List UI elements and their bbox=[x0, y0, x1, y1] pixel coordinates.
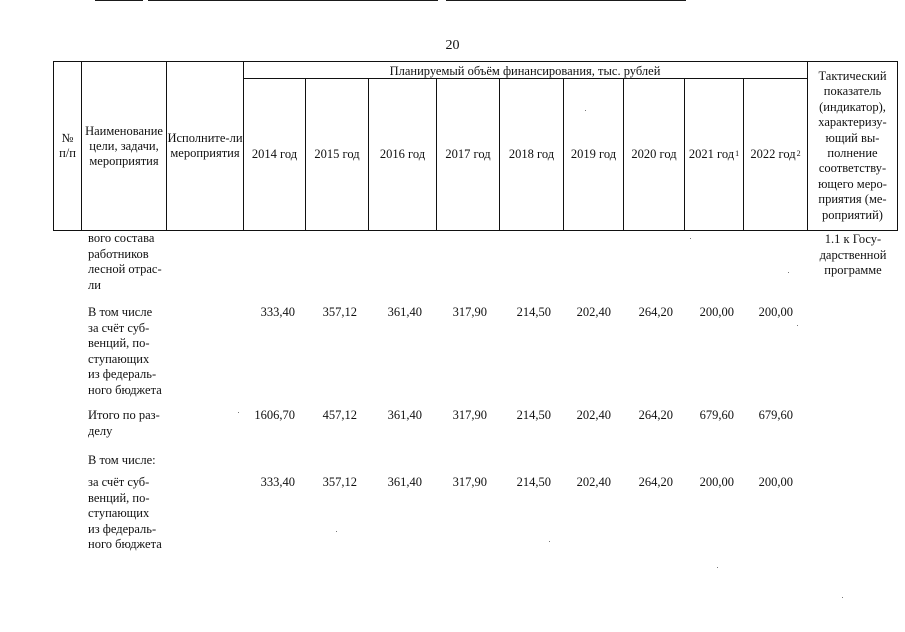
scan-speck bbox=[549, 541, 550, 542]
scan-speck bbox=[690, 238, 691, 239]
scan-speck bbox=[585, 110, 586, 111]
row-name-line: за счёт суб- bbox=[88, 320, 150, 335]
row-value: 264,20 bbox=[638, 408, 673, 422]
header-year-label: 2022 год bbox=[750, 146, 796, 161]
row-value: 202,40 bbox=[576, 408, 611, 422]
tactical-indicator-continuation: 1.1 к Госу-дарственной программе bbox=[819, 232, 887, 277]
header-year-5 bbox=[564, 78, 623, 230]
row-name-line: из федераль- bbox=[88, 367, 157, 381]
header-funding-group: Планируемый объём финансирования, тыс. рублей bbox=[389, 64, 661, 78]
row-value: 202,40 bbox=[576, 475, 611, 489]
scan-speck bbox=[717, 567, 718, 568]
row-value: 200,00 bbox=[699, 475, 734, 489]
scan-speck bbox=[842, 597, 843, 598]
header-year-label: 2019 год bbox=[570, 146, 617, 161]
header-bottom-border bbox=[53, 230, 898, 231]
header-executor: Исполните-ли мероприятия bbox=[167, 131, 243, 160]
row-name-line: делу bbox=[88, 423, 113, 438]
row-name bbox=[88, 408, 160, 439]
row-name-line: за счёт суб- bbox=[88, 475, 150, 489]
row-value: 361,40 bbox=[387, 408, 422, 422]
row-value: 264,20 bbox=[638, 305, 673, 319]
row-value: 214,50 bbox=[516, 475, 551, 489]
header-year-7: 2021 год 1 bbox=[688, 146, 740, 161]
row-value: 200,00 bbox=[758, 305, 793, 319]
header-year-label: 2016 год bbox=[379, 146, 426, 161]
row-name-line: венций, по- bbox=[88, 490, 150, 505]
scan-top-rule-mid bbox=[148, 0, 438, 1]
header-year-2 bbox=[369, 78, 436, 230]
row-name-line: В том числе bbox=[88, 305, 153, 319]
table-left-border bbox=[53, 61, 54, 231]
row-name-line: венций, по- bbox=[88, 336, 150, 350]
header-num: № п/п bbox=[59, 131, 76, 160]
row-name-line: ного бюджета bbox=[88, 382, 162, 397]
row-name-line: из федераль- bbox=[88, 521, 157, 536]
table-right-border bbox=[897, 61, 898, 231]
header-year-0 bbox=[244, 78, 305, 230]
row-value: 200,00 bbox=[699, 305, 734, 319]
row-name bbox=[88, 231, 162, 293]
row-value: 202,40 bbox=[576, 305, 611, 319]
scan-top-rule-left bbox=[95, 0, 143, 1]
row-value: 264,20 bbox=[638, 475, 673, 489]
header-year-label: 2020 год bbox=[631, 146, 677, 161]
row-value: 317,90 bbox=[452, 305, 487, 319]
row-value: 361,40 bbox=[387, 305, 422, 319]
header-year-label: 2015 год bbox=[314, 146, 360, 161]
row-value: 317,90 bbox=[452, 408, 487, 422]
row-value: 214,50 bbox=[516, 305, 551, 319]
header-year-label: 2017 год bbox=[445, 146, 491, 161]
row-name-line: лесной отрас- bbox=[88, 262, 162, 276]
row-name bbox=[88, 305, 162, 398]
scan-speck bbox=[797, 325, 798, 326]
header-year-3 bbox=[437, 78, 499, 230]
row-value: 1606,70 bbox=[254, 408, 295, 422]
row-name-line: ступающих bbox=[88, 506, 150, 520]
row-value: 357,12 bbox=[322, 475, 357, 489]
header-year-label: 2014 год bbox=[251, 146, 298, 161]
header-name: Наименование цели, задачи, мероприятия bbox=[85, 123, 163, 168]
row-name bbox=[88, 475, 162, 553]
row-name-line: вого состава bbox=[88, 231, 155, 245]
row-value: 457,12 bbox=[322, 408, 357, 422]
header-year-1 bbox=[306, 78, 368, 230]
row-name-line: В том числе: bbox=[88, 453, 156, 467]
header-year-6 bbox=[624, 78, 684, 230]
header-year-label: 2021 год bbox=[688, 146, 735, 161]
row-value: 361,40 bbox=[387, 475, 422, 489]
row-name-line: ступающих bbox=[88, 351, 150, 366]
row-value: 200,00 bbox=[758, 475, 793, 489]
row-name bbox=[88, 453, 156, 469]
scan-top-rule-right bbox=[446, 0, 686, 1]
row-name-line: ного бюджета bbox=[88, 537, 162, 551]
row-name-line: работников bbox=[88, 246, 149, 261]
page-number: 20 bbox=[445, 38, 460, 53]
scan-speck bbox=[788, 272, 789, 273]
scan-speck bbox=[336, 531, 337, 532]
row-value: 333,40 bbox=[260, 475, 295, 489]
header-year-8: 2022 год 2 bbox=[750, 146, 801, 161]
row-name-line: Итого по раз- bbox=[88, 408, 160, 422]
row-value: 317,90 bbox=[452, 475, 487, 489]
row-value: 357,12 bbox=[322, 305, 357, 319]
row-value: 333,40 bbox=[260, 305, 295, 319]
header-year-label: 2018 год bbox=[508, 146, 555, 161]
row-value: 679,60 bbox=[758, 408, 793, 422]
header-year-4 bbox=[500, 78, 563, 230]
row-name-line: ли bbox=[88, 277, 101, 292]
scan-speck bbox=[238, 412, 239, 413]
row-value: 214,50 bbox=[516, 408, 551, 422]
row-value: 679,60 bbox=[699, 408, 734, 422]
header-tactical: Тактический показатель (индикатор), характеризу-ющий вы-полнение соответству-ющего меро-приятия (ме-роприятий) bbox=[818, 68, 887, 222]
